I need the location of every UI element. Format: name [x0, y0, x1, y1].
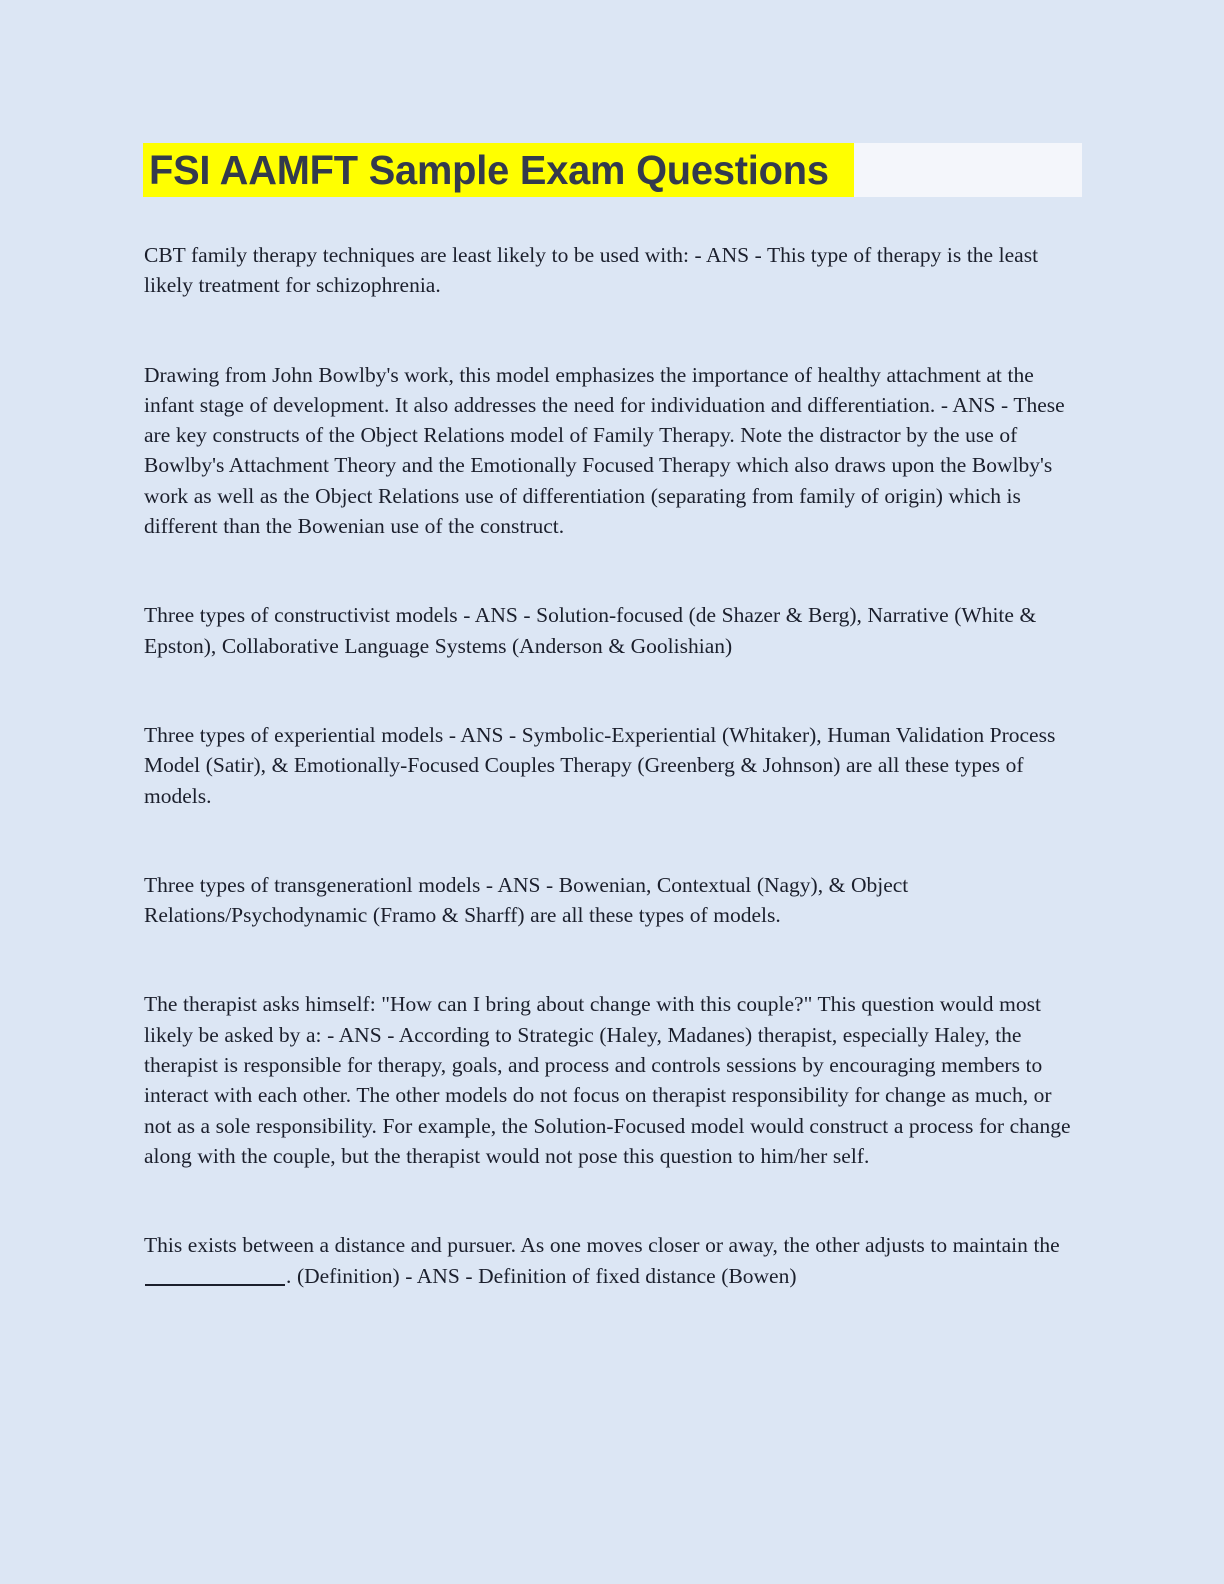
title-trailing-white-block: [854, 143, 1082, 197]
qa-entry-constructivist-models: Three types of constructivist models - ANS - Solution-focused (de Shazer & Berg), Narrative (White & Epston), Collaborative Language Systems (Anderson & Goolishian): [144, 603, 1037, 658]
qa-entry-strategic-haley: The therapist asks himself: "How can I bring about change with this couple?" This question would most likely be asked by a: - ANS - According to Strategic (Haley, Madanes) therapist, especially Haley, the therapist is responsible for therapy, goals, and process and controls sessions by encouraging members to interact with each other. The other models do not focus on therapist responsibility for change as much, or not as a sole responsibility. For example, the Solution-Focused model would construct a process for change along with the couple, but the therapist would not pose this question to him/her self.: [144, 992, 1071, 1168]
qa-entry-cbt-least-likely: CBT family therapy techniques are least likely to be used with: - ANS - This type of therapy is the least likely treatment for schizophrenia.: [144, 243, 1039, 298]
document-title-row: [143, 143, 1082, 197]
title-highlight-block: [143, 143, 854, 197]
document-body: [144, 240, 1078, 1291]
fixed-distance-text-after-blank: . (Definition) - ANS - Definition of fixed distance (Bowen): [286, 1263, 797, 1288]
fixed-distance-text-before-blank: This exists between a distance and pursuer. As one moves closer or away, the other adjusts to maintain the: [144, 1233, 1060, 1258]
qa-entry-transgenerational-models: Three types of transgenerationl models - ANS - Bowenian, Contextual (Nagy), & Object Relations/Psychodynamic (Framo & Sharff) are all these types of models.: [144, 872, 909, 928]
fill-in-blank-line: [145, 1284, 285, 1286]
qa-entry-experiential-models: Three types of experiential models - ANS - Symbolic-Experiential (Whitaker), Human Validation Process Model (Satir), & Emotionally-Focused Couples Therapy (Greenberg & Johnson) are all these types of models.: [144, 722, 1056, 808]
qa-entry-fixed-distance: [144, 1230, 1078, 1291]
page-title: FSI AAMFT Sample Exam Questions: [149, 147, 829, 193]
qa-entry-bowlby-object-relations: Drawing from John Bowlby's work, this model emphasizes the importance of healthy attachment at the infant stage of development. It also addresses the need for individuation and differentiation. - ANS - These are key constructs of the Object Relations model of Family Therapy. Note the distractor by the use of Bowlby's Attachment Theory and the Emotionally Focused Therapy which also draws upon the Bowlby's work as well as the Object Relations use of differentiation (separating from family of origin) which is different than the Bowenian use of the construct.: [144, 362, 1065, 539]
